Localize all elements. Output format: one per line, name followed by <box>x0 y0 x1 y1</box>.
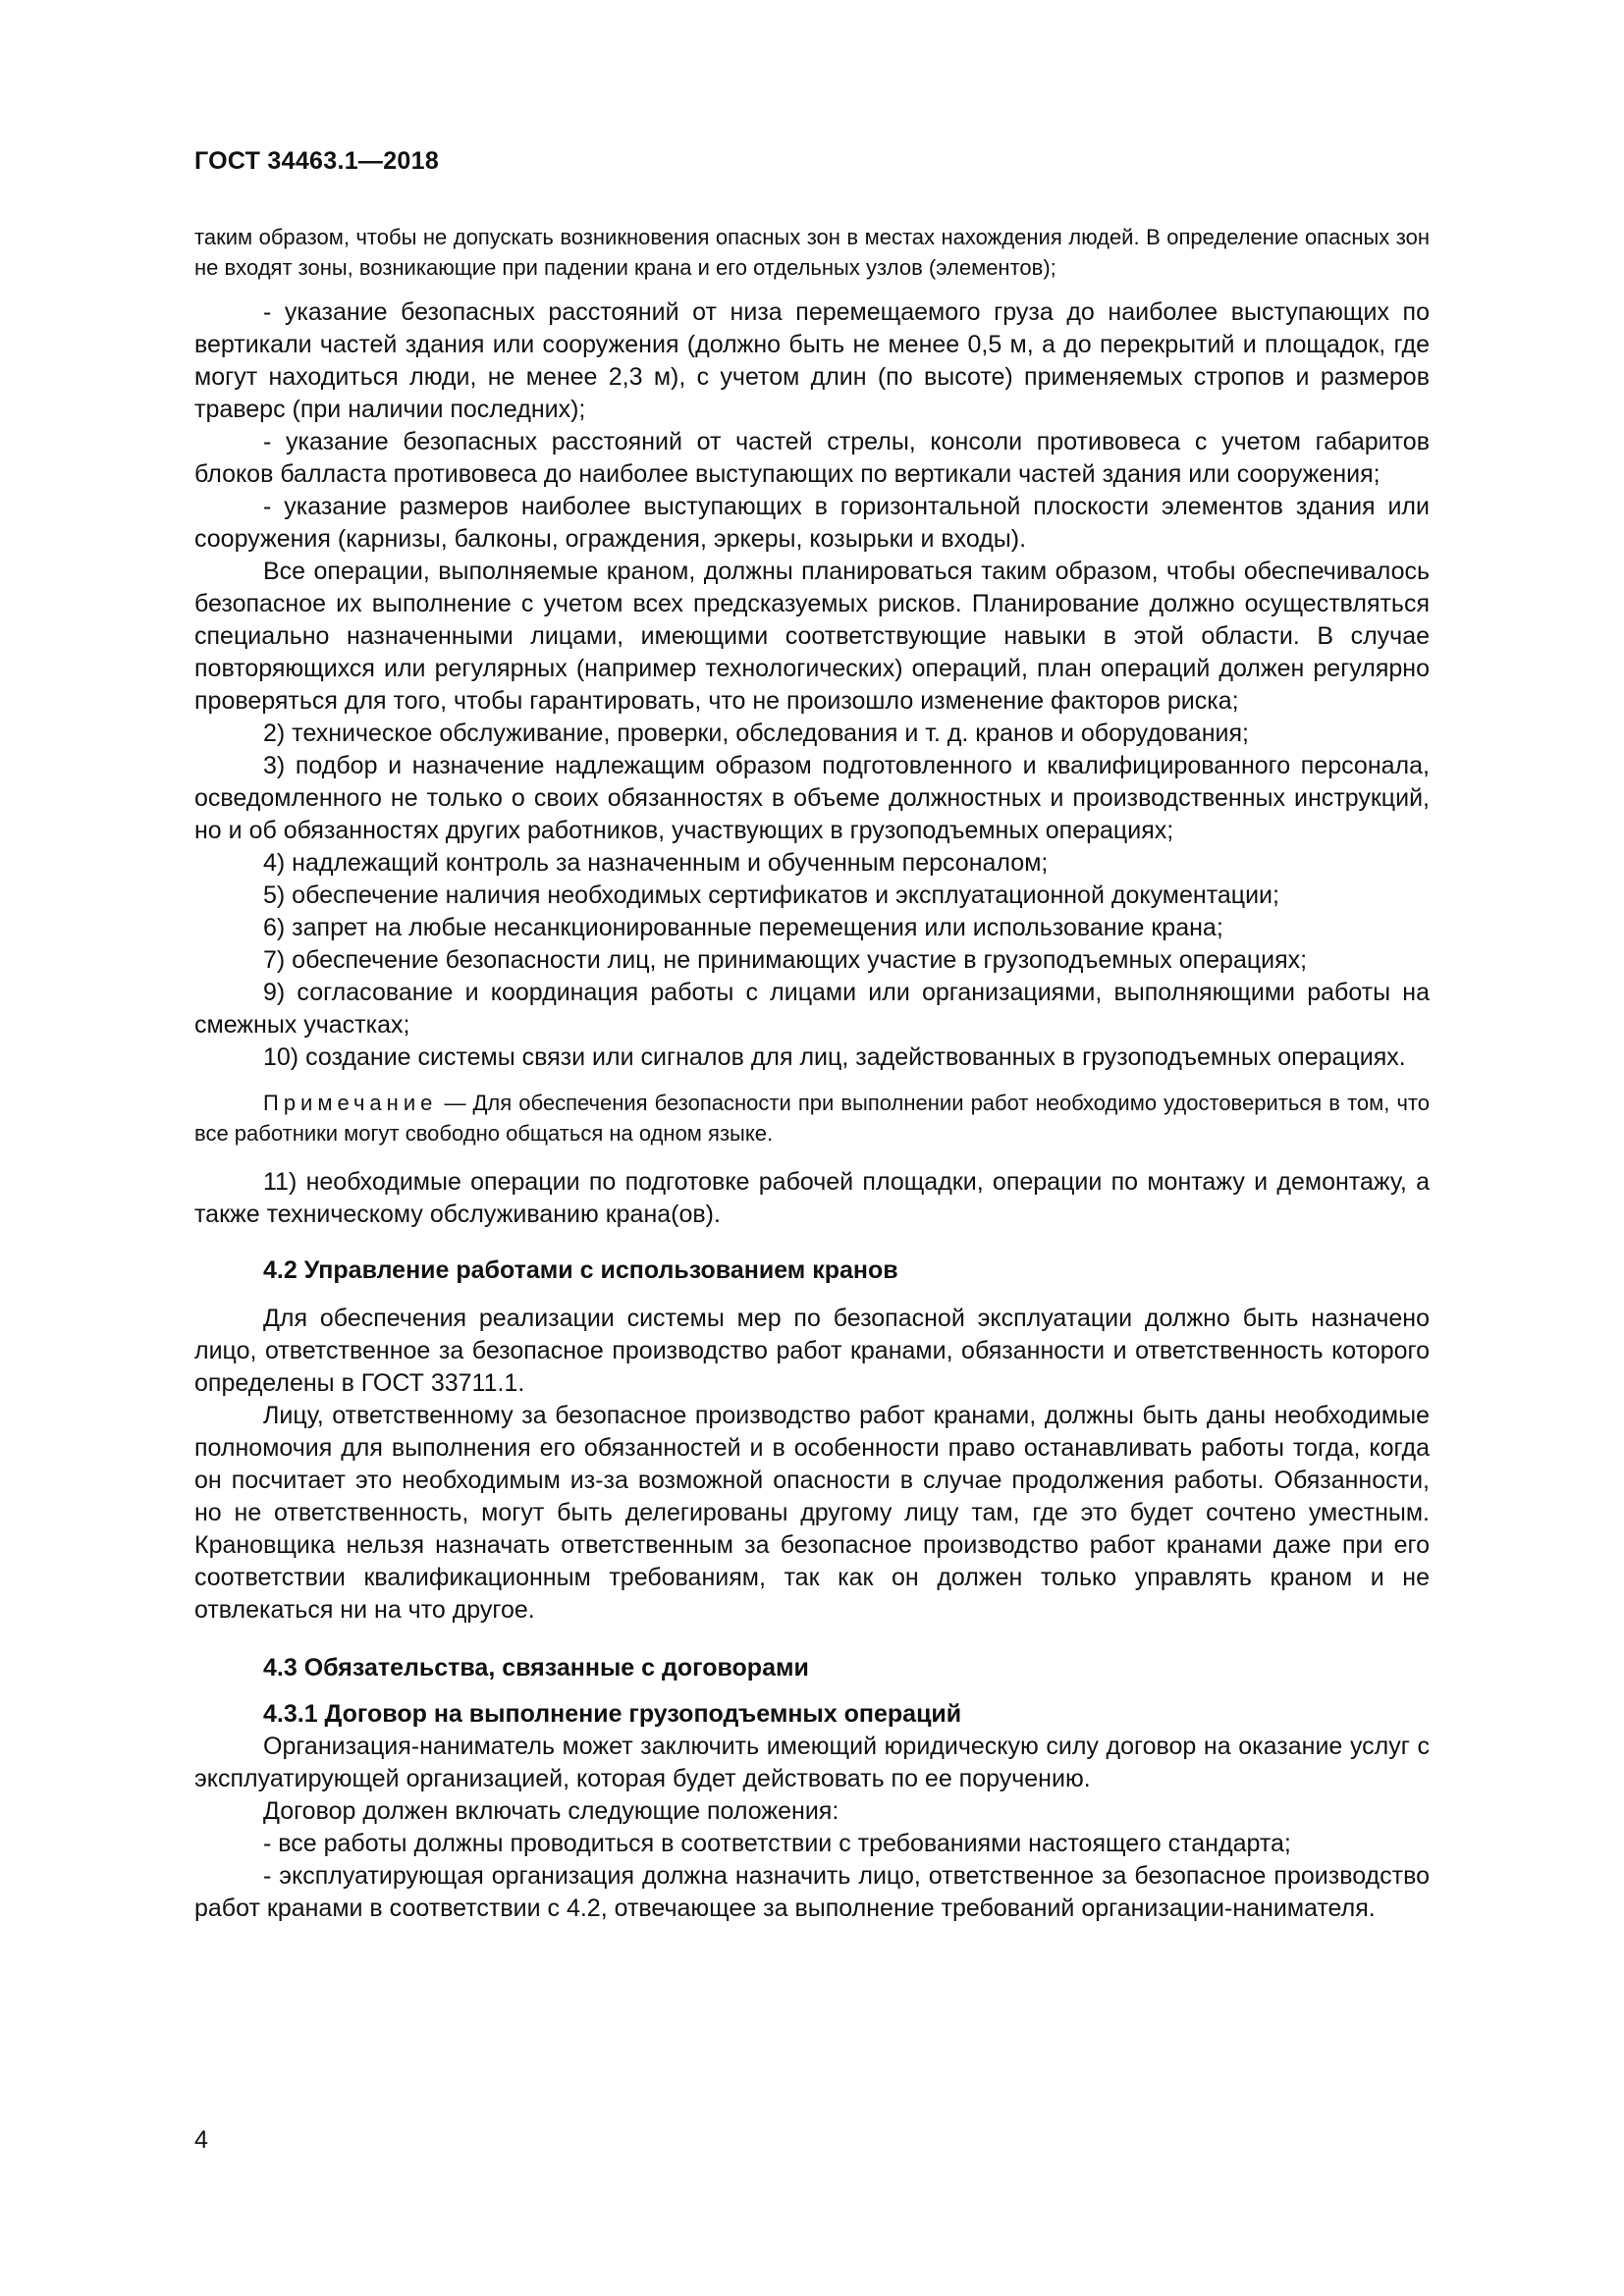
paragraph-list-item: 10) создание системы связи или сигналов для лиц, задействованных в грузоподъемных операциях. <box>263 1043 1406 1071</box>
paragraph-list-item: 5) обеспечение наличия необходимых сертификатов и эксплуатационной документации; <box>263 881 1279 909</box>
paragraph-list-item: - все работы должны проводиться в соответствии с требованиями настоящего стандарта; <box>263 1830 1291 1857</box>
page-number: 4 <box>194 2126 208 2154</box>
paragraph-list-item: 11) необходимые операции по подготовке рабочей площадки, операции по монтажу и демонтажу, а также техническому обслуживанию крана(ов). <box>194 1168 1430 1228</box>
paragraph-list-item: 6) запрет на любые несанкционированные перемещения или использование крана; <box>263 914 1223 941</box>
paragraph-list-item: 2) техническое обслуживание, проверки, обследования и т. д. кранов и оборудования; <box>263 720 1249 747</box>
paragraph-list-item: - указание безопасных расстояний от низа перемещаемого груза до наиболее выступающих по вертикали частей здания или сооружения (должно быть не менее 0,5 м, а до перекрытий и площадок, где могут находиться люди, не менее 2,3 м), с учетом длин (по высоте) применяемых стропов и размеров траверс (при наличии последних); <box>194 298 1430 423</box>
document-body <box>194 222 1430 1925</box>
paragraph-list-item: 4) надлежащий контроль за назначенным и обученным персоналом; <box>263 849 1049 877</box>
note-label: Примечание <box>263 1091 438 1115</box>
section-heading-4-3: 4.3 Обязательства, связанные с договорами <box>263 1654 809 1682</box>
paragraph-list-item: - указание размеров наиболее выступающих в горизонтальной плоскости элементов здания или сооружения (карнизы, балконы, ограждения, эркеры, козырьки и входы). <box>194 493 1430 553</box>
paragraph: Договор должен включать следующие положения: <box>263 1797 839 1825</box>
paragraph: Для обеспечения реализации системы мер по безопасной эксплуатации должно быть назначено лицо, ответственное за безопасное производство работ кранами, обязанности и ответственность которого определены в ГОСТ 33711.1. <box>194 1305 1430 1397</box>
paragraph: Все операции, выполняемые краном, должны планироваться таким образом, чтобы обеспечивалось безопасное их выполнение с учетом всех предсказуемых рисков. Планирование должно осуществляться специально назначенными лицами, имеющими соответствующие навыки в этой области. В случае повторяющихся или регулярных (например технологических) операций, план операций должен регулярно проверяться для того, чтобы гарантировать, что не произошло изменение факторов риска; <box>194 558 1430 715</box>
paragraph: Организация-наниматель может заключить имеющий юридическую силу договор на оказание услуг с эксплуатирующей организацией, которая будет действовать по ее поручению. <box>194 1733 1430 1792</box>
paragraph-continuation: таким образом, чтобы не допускать возникновения опасных зон в местах нахождения людей. В определение опасных зон не входят зоны, возникающие при падении крана и его отдельных узлов (элементов); <box>194 225 1430 280</box>
paragraph-list-item: - указание безопасных расстояний от частей стрелы, консоли противовеса с учетом габаритов блоков балласта противовеса до наиболее выступающих по вертикали частей здания или сооружения; <box>194 428 1430 488</box>
document-code-header: ГОСТ 34463.1—2018 <box>194 147 440 175</box>
paragraph-list-item: 3) подбор и назначение надлежащим образом подготовленного и квалифицированного персонала, осведомленного не только о своих обязанностях в объеме должностных и производственных инструкций, но и об обязанностях других работников, участвующих в грузоподъемных операциях; <box>194 752 1430 844</box>
paragraph: Лицу, ответственному за безопасное производство работ кранами, должны быть даны необходимые полномочия для выполнения его обязанностей и в особенности право останавливать работы тогда, когда он посчитает это необходимым из-за возможной опасности в случае продолжения работы. Обязанности, но не ответственность, могут быть делегированы другому лицу там, где это будет сочтено уместным. Крановщика нельзя назначать ответственным за безопасное производство работ кранами даже при его соответствии квалификационным требованиям, так как он должен только управлять краном и не отвлекаться ни на что другое. <box>194 1402 1430 1624</box>
paragraph-list-item: - эксплуатирующая организация должна назначить лицо, ответственное за безопасное производство работ кранами в соответствии с 4.2, отвечающее за выполнение требований организации-нанимателя. <box>194 1862 1430 1922</box>
note-text: — Для обеспечения безопасности при выполнении работ необходимо удостовериться в том, что все работники могут свободно общаться на одном языке. <box>194 1091 1430 1146</box>
section-heading-4-2: 4.2 Управление работами с использованием кранов <box>263 1256 898 1284</box>
paragraph-list-item: 9) согласование и координация работы с лицами или организациями, выполняющими работы на смежных участках; <box>194 979 1430 1039</box>
section-heading-4-3-1: 4.3.1 Договор на выполнение грузоподъемных операций <box>263 1700 962 1728</box>
note <box>194 1088 1430 1148</box>
paragraph-list-item: 7) обеспечение безопасности лиц, не принимающих участие в грузоподъемных операциях; <box>263 946 1308 974</box>
